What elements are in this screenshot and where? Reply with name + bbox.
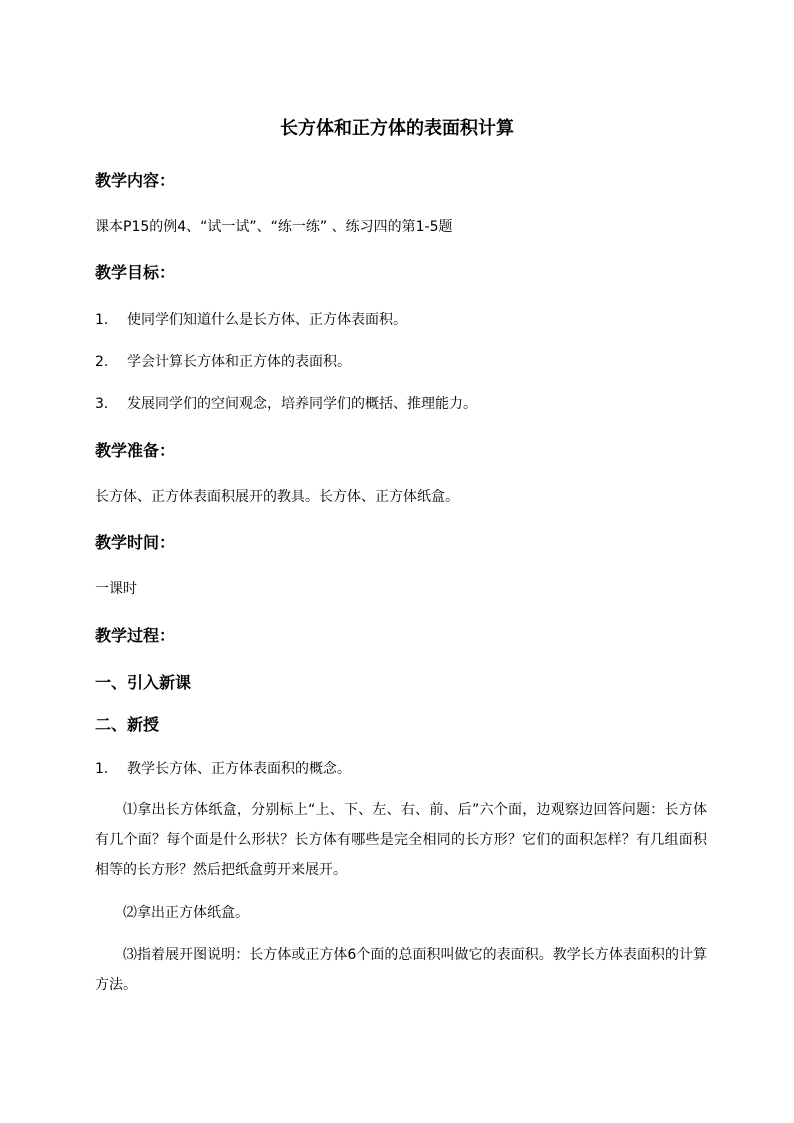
paragraph-surface-area-definition: ⑶指着展开图说明：长方体或正方体6个面的总面积叫做它的表面积。教学长方体表面积的计算方法。	[95, 947, 707, 993]
content-text: 课本P15的例4、“试一试”、“练一练” 、练习四的第1-5题	[95, 219, 453, 235]
goal-item-2	[95, 351, 705, 373]
goal-number: 2.	[95, 354, 109, 370]
step-text: 教学长方体、正方体表面积的概念。	[127, 761, 351, 777]
process-heading: 教学过程：	[95, 626, 176, 645]
goal-number: 3.	[95, 396, 109, 412]
content-heading: 教学内容：	[95, 171, 176, 190]
prep-heading: 教学准备：	[95, 441, 176, 460]
step-1	[95, 758, 705, 780]
goals-heading: 教学目标：	[95, 263, 176, 282]
document-title: 长方体和正方体的表面积计算	[280, 118, 514, 139]
section-intro-heading: 一、引入新课	[95, 673, 192, 692]
goal-number: 1.	[95, 312, 109, 328]
goal-text: 发展同学们的空间观念，培养同学们的概括、推理能力。	[127, 396, 477, 412]
goal-item-3	[95, 393, 705, 415]
step-number: 1.	[95, 761, 109, 777]
paragraph-rectangular-box: ⑴拿出长方体纸盒，分别标上“上、下、左、右、前、后”六个面，边观察边回答问题：长方体有几个面？每个面是什么形状？长方体有哪些是完全相同的长方形？它们的面积怎样？有几组面积相等的长方形？然后把纸盒剪开来展开。	[95, 802, 707, 878]
prep-text: 长方体、正方体表面积展开的教具。长方体、正方体纸盒。	[95, 489, 459, 505]
goal-text: 学会计算长方体和正方体的表面积。	[127, 354, 351, 370]
section-new-heading: 二、新授	[95, 715, 160, 734]
time-text: 一课时	[95, 581, 137, 597]
goal-text: 使同学们知道什么是长方体、正方体表面积。	[127, 312, 407, 328]
time-heading: 教学时间：	[95, 533, 176, 552]
paragraph-cube-box: ⑵拿出正方体纸盒。	[123, 905, 249, 921]
goal-item-1	[95, 309, 705, 331]
